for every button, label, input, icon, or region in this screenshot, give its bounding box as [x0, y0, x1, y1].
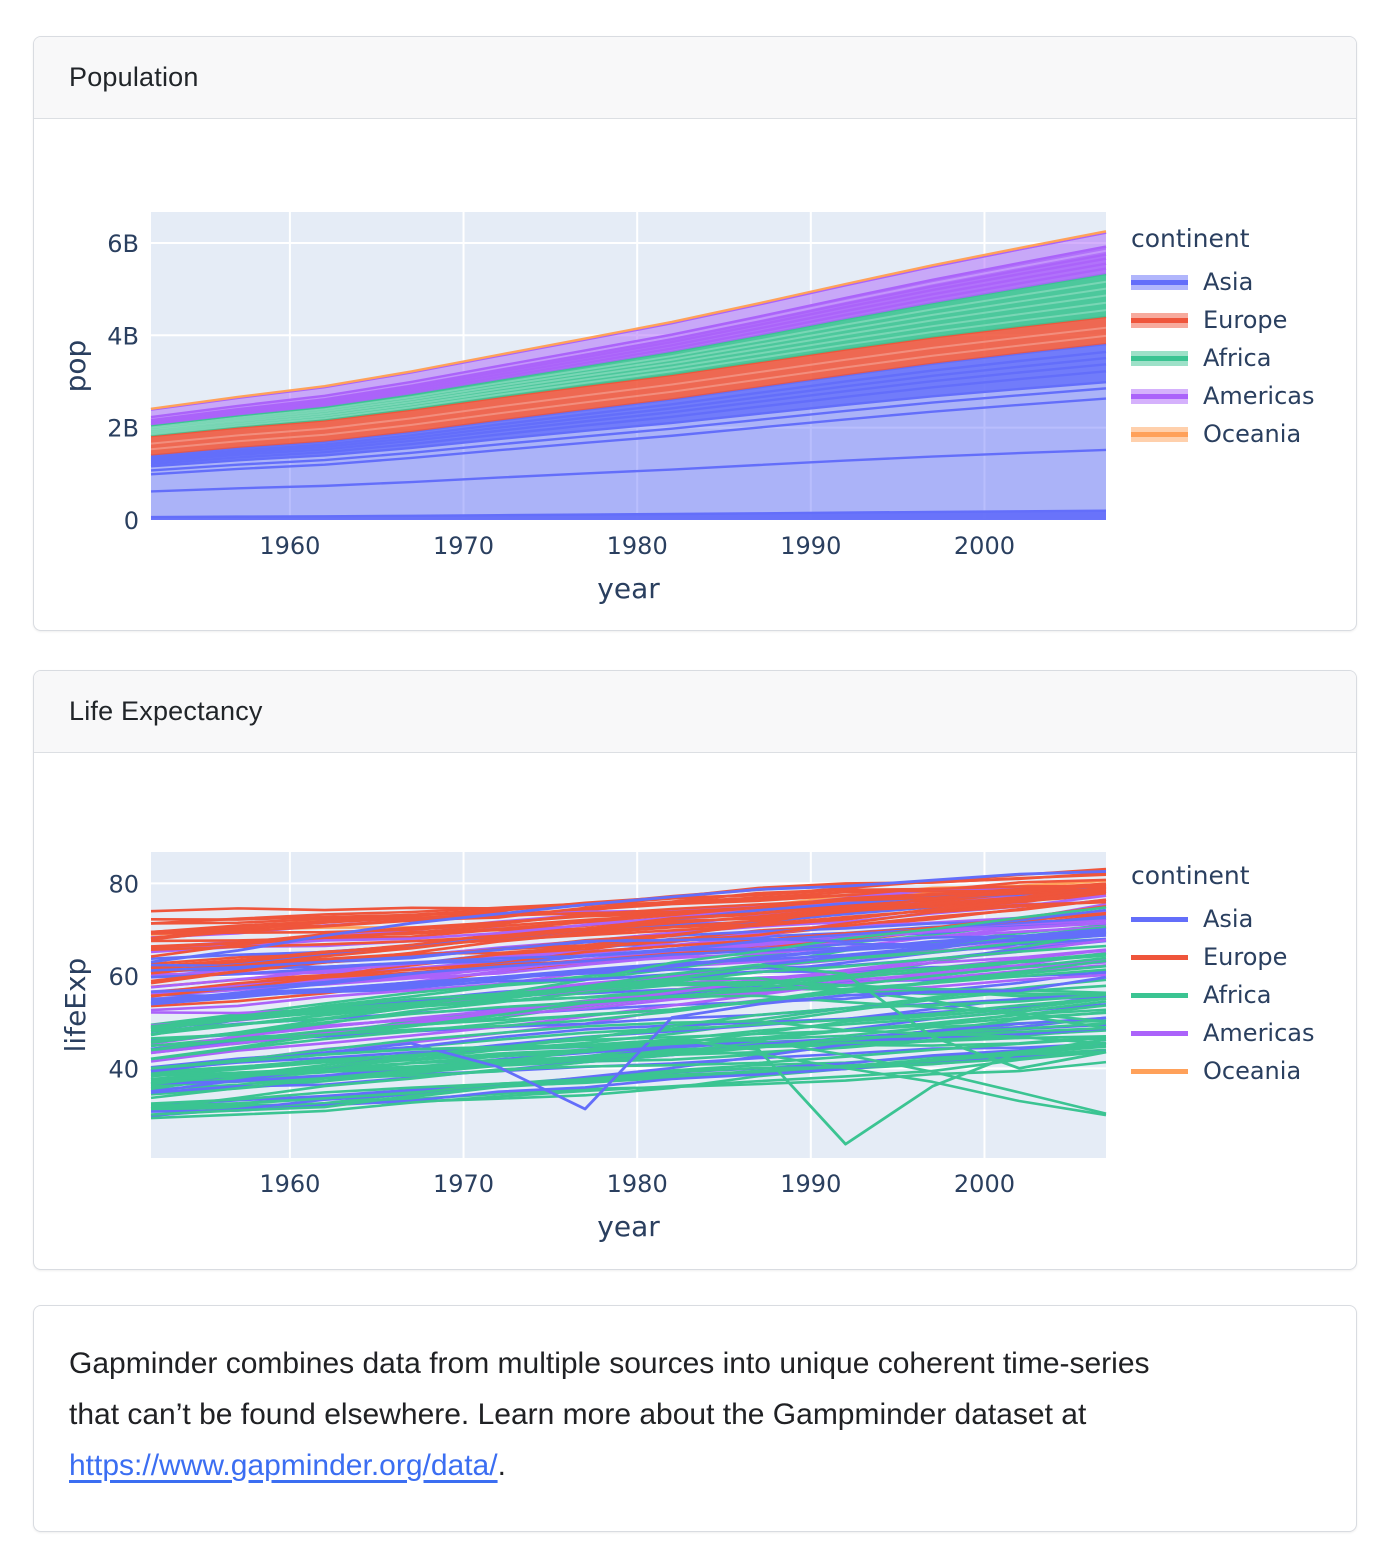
life-expectancy-card: [33, 670, 1357, 1270]
legend-label: Africa: [1203, 981, 1272, 1009]
y-tick-label: 2B: [107, 414, 139, 443]
line-swatch-icon: [1131, 955, 1188, 960]
area-swatch-icon: [1131, 389, 1188, 404]
population-legend: [1131, 224, 1315, 453]
legend-item-americas[interactable]: [1131, 1014, 1315, 1052]
life-expectancy-legend: [1131, 861, 1315, 1090]
about-text-before-link: Gapminder combines data from multiple sources into unique coherent time-series that can’t be found elsewhere. Learn more about the Gampminder dataset at: [69, 1347, 1150, 1431]
legend-label: Oceania: [1203, 420, 1302, 448]
line-swatch-icon: [1131, 1031, 1188, 1036]
legend-item-oceania[interactable]: [1131, 415, 1315, 453]
x-tick-label: 1990: [780, 532, 842, 560]
legend-label: Europe: [1203, 306, 1288, 334]
about-card-body: [34, 1306, 1264, 1521]
population-card: [33, 36, 1357, 631]
y-axis-title: lifeExp: [59, 957, 92, 1053]
y-axis-title: pop: [59, 339, 92, 393]
legend-label: Americas: [1203, 1019, 1315, 1047]
legend-item-asia[interactable]: [1131, 900, 1315, 938]
x-tick-label: 1960: [259, 1170, 321, 1198]
gapminder-data-link[interactable]: https://www.gapminder.org/data/: [69, 1449, 498, 1482]
population-card-body: [34, 119, 1356, 630]
life-expectancy-card-header: [34, 671, 1356, 753]
population-card-header: [34, 37, 1356, 119]
legend-item-oceania[interactable]: [1131, 1052, 1315, 1090]
life-expectancy-card-title: Life Expectancy: [69, 696, 263, 726]
x-axis-title: year: [597, 572, 660, 605]
legend-item-europe[interactable]: [1131, 301, 1315, 339]
area-swatch-icon: [1131, 313, 1188, 328]
legend-item-asia[interactable]: [1131, 263, 1315, 301]
legend-label: Americas: [1203, 382, 1315, 410]
life-expectancy-card-body: [34, 753, 1356, 1269]
x-tick-label: 1980: [606, 532, 668, 560]
x-tick-label: 1990: [780, 1170, 842, 1198]
legend-item-europe[interactable]: [1131, 938, 1315, 976]
y-tick-label: 60: [108, 962, 139, 991]
about-text: [69, 1338, 1204, 1491]
area-swatch-icon: [1131, 275, 1188, 290]
line-swatch-icon: [1131, 917, 1188, 922]
x-tick-label: 1960: [259, 532, 321, 560]
about-card: [33, 1305, 1357, 1532]
area-swatch-icon: [1131, 351, 1188, 366]
line-swatch-icon: [1131, 1069, 1188, 1074]
x-tick-label: 1970: [433, 1170, 495, 1198]
x-tick-label: 1970: [433, 532, 495, 560]
y-tick-label: 40: [108, 1055, 139, 1084]
legend-label: Asia: [1203, 905, 1254, 933]
population-legend-title: continent: [1131, 224, 1250, 253]
legend-item-africa[interactable]: [1131, 976, 1315, 1014]
y-tick-label: 0: [123, 507, 139, 535]
x-tick-label: 2000: [953, 1170, 1015, 1198]
x-tick-label: 2000: [953, 532, 1015, 560]
legend-label: Oceania: [1203, 1057, 1302, 1085]
area-swatch-icon: [1131, 427, 1188, 442]
about-text-after-link: .: [497, 1449, 506, 1482]
population-card-title: Population: [69, 62, 199, 92]
legend-item-americas[interactable]: [1131, 377, 1315, 415]
line-swatch-icon: [1131, 993, 1188, 998]
x-axis-title: year: [597, 1210, 660, 1243]
x-tick-label: 1980: [606, 1170, 668, 1198]
legend-item-africa[interactable]: [1131, 339, 1315, 377]
legend-label: Asia: [1203, 268, 1254, 296]
legend-label: Europe: [1203, 943, 1288, 971]
y-tick-label: 80: [108, 870, 139, 899]
y-tick-label: 4B: [107, 322, 139, 351]
y-tick-label: 6B: [107, 229, 139, 258]
legend-label: Africa: [1203, 344, 1272, 372]
life-expectancy-legend-title: continent: [1131, 861, 1250, 890]
